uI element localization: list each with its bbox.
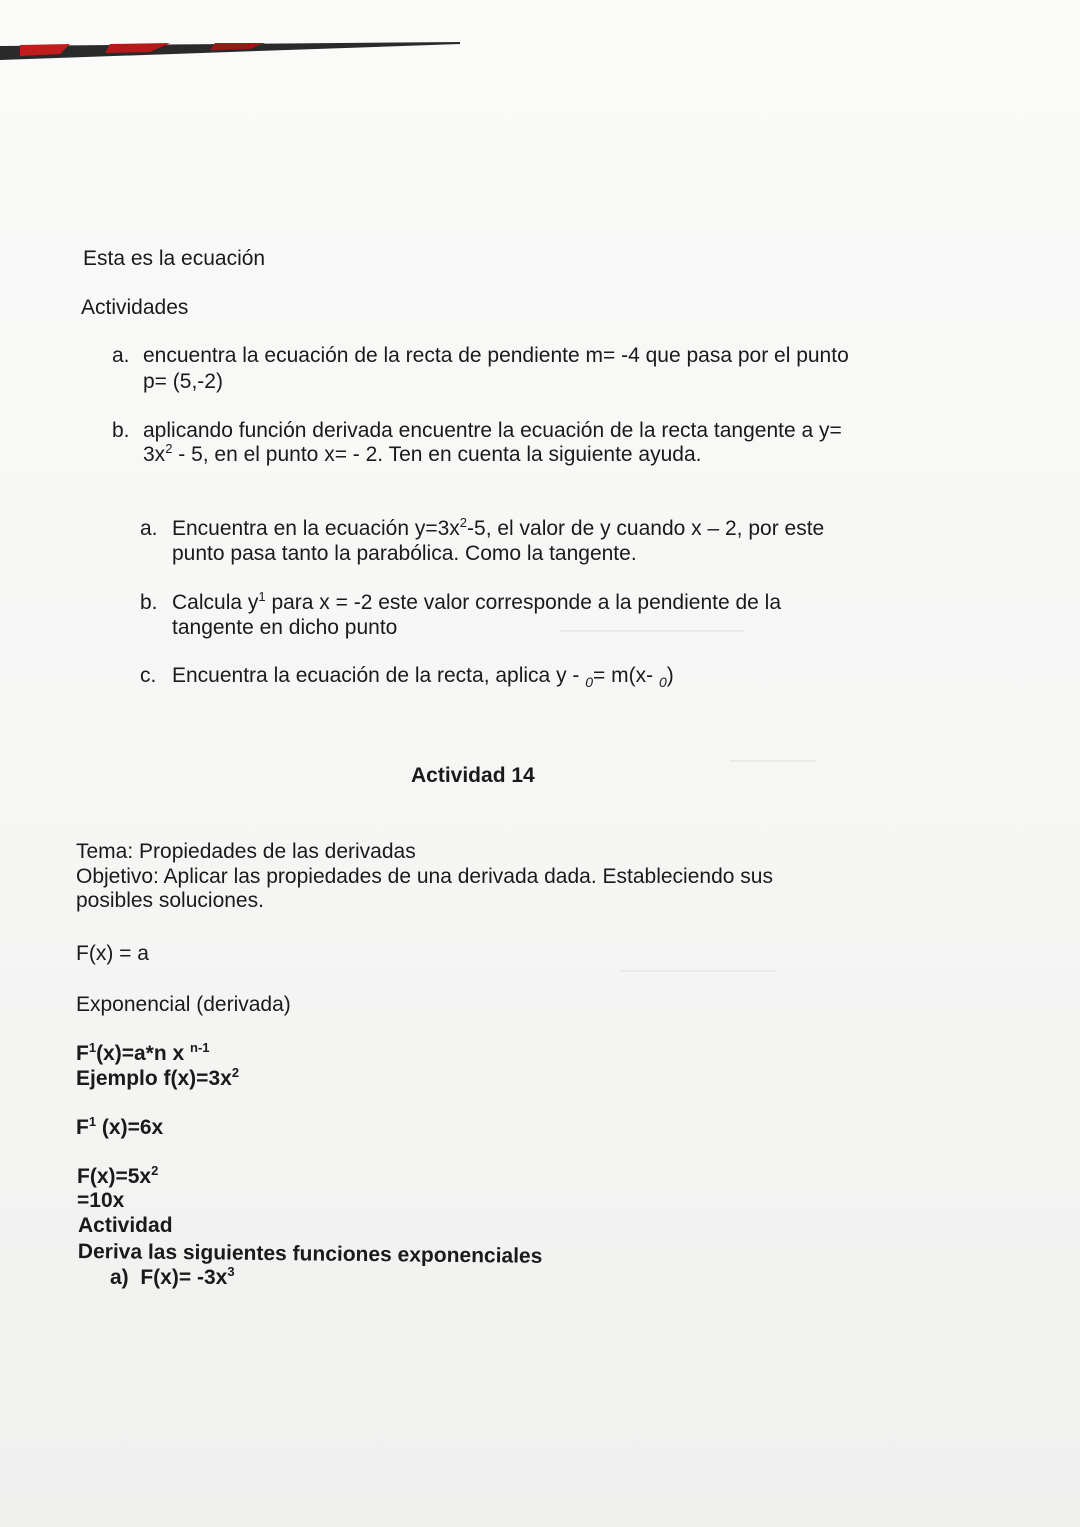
bleed-through-text: ─────────── [620,960,776,982]
list-item-text-continued: p= (5,-2) [143,370,223,393]
derivative-rule: $F^1(x)=a*n$ x $^{n-1}$ [76,1040,210,1065]
example-formula: Ejemplo $f(x)=3x^2$ [76,1065,240,1090]
list-item-marker: a. [140,517,158,540]
second-example-formula: $F(x)=5x^2$ [77,1163,159,1188]
second-example-result: =10x [77,1189,125,1212]
list-item-text-continued: punto pasa tanto la parabólica. Como la tangente. [172,542,637,565]
activities-heading: Actividades [81,296,189,319]
list-item-marker: b. [112,419,130,442]
list-item-text-continued: tangente en dicho punto [172,616,398,639]
bleed-through-text: ────── [730,750,816,772]
list-item-marker: b. [140,591,158,614]
tema-text: Tema: Propiedades de las derivadas [76,840,416,863]
list-item-text-continued: $3x^2 - 5$, en el punto x= - 2. Ten en cuenta la siguiente ayuda. [143,441,702,466]
list-item-marker: c. [140,664,157,687]
torn-header-strip [0,40,460,62]
objetivo-text-continued: posibles soluciones. [76,889,264,912]
formula-fx-a: F(x) = a [76,942,149,965]
activity-label: Actividad [78,1214,173,1237]
list-item-text: aplicando función derivada encuentre la ecuación de la recta tangente a y= [143,419,842,442]
list-item-marker: a. [112,344,130,367]
exponential-heading: Exponencial (derivada) [76,993,291,1016]
exercise-a: a) $F(x)= -3x^3$ [110,1264,235,1289]
intro-text: Esta es la ecuación [83,247,266,270]
list-item-text: Calcula $y^1$ para x = -2 este valor corresponde a la pendiente de la [172,589,782,614]
list-item-text: Encuentra en la ecuación $y=3x^2-5$, el valor de y cuando x – 2, por este [172,515,825,540]
instruction-text: Deriva las siguientes funciones exponenciales [77,1240,543,1268]
list-item-text: Encuentra la ecuación de la recta, aplica y - $_0$= m(x- $_0$) [172,664,674,691]
example-derivative: $F^1$ (x)=6x [76,1114,164,1139]
objetivo-text: Objetivo: Aplicar las propiedades de una derivada dada. Estableciendo sus [76,865,773,888]
activity-title: Actividad 14 [411,764,535,787]
bleed-through-text: ───────────── [560,620,745,642]
list-item-text: encuentra la ecuación de la recta de pendiente m= -4 que pasa por el punto [143,344,849,367]
